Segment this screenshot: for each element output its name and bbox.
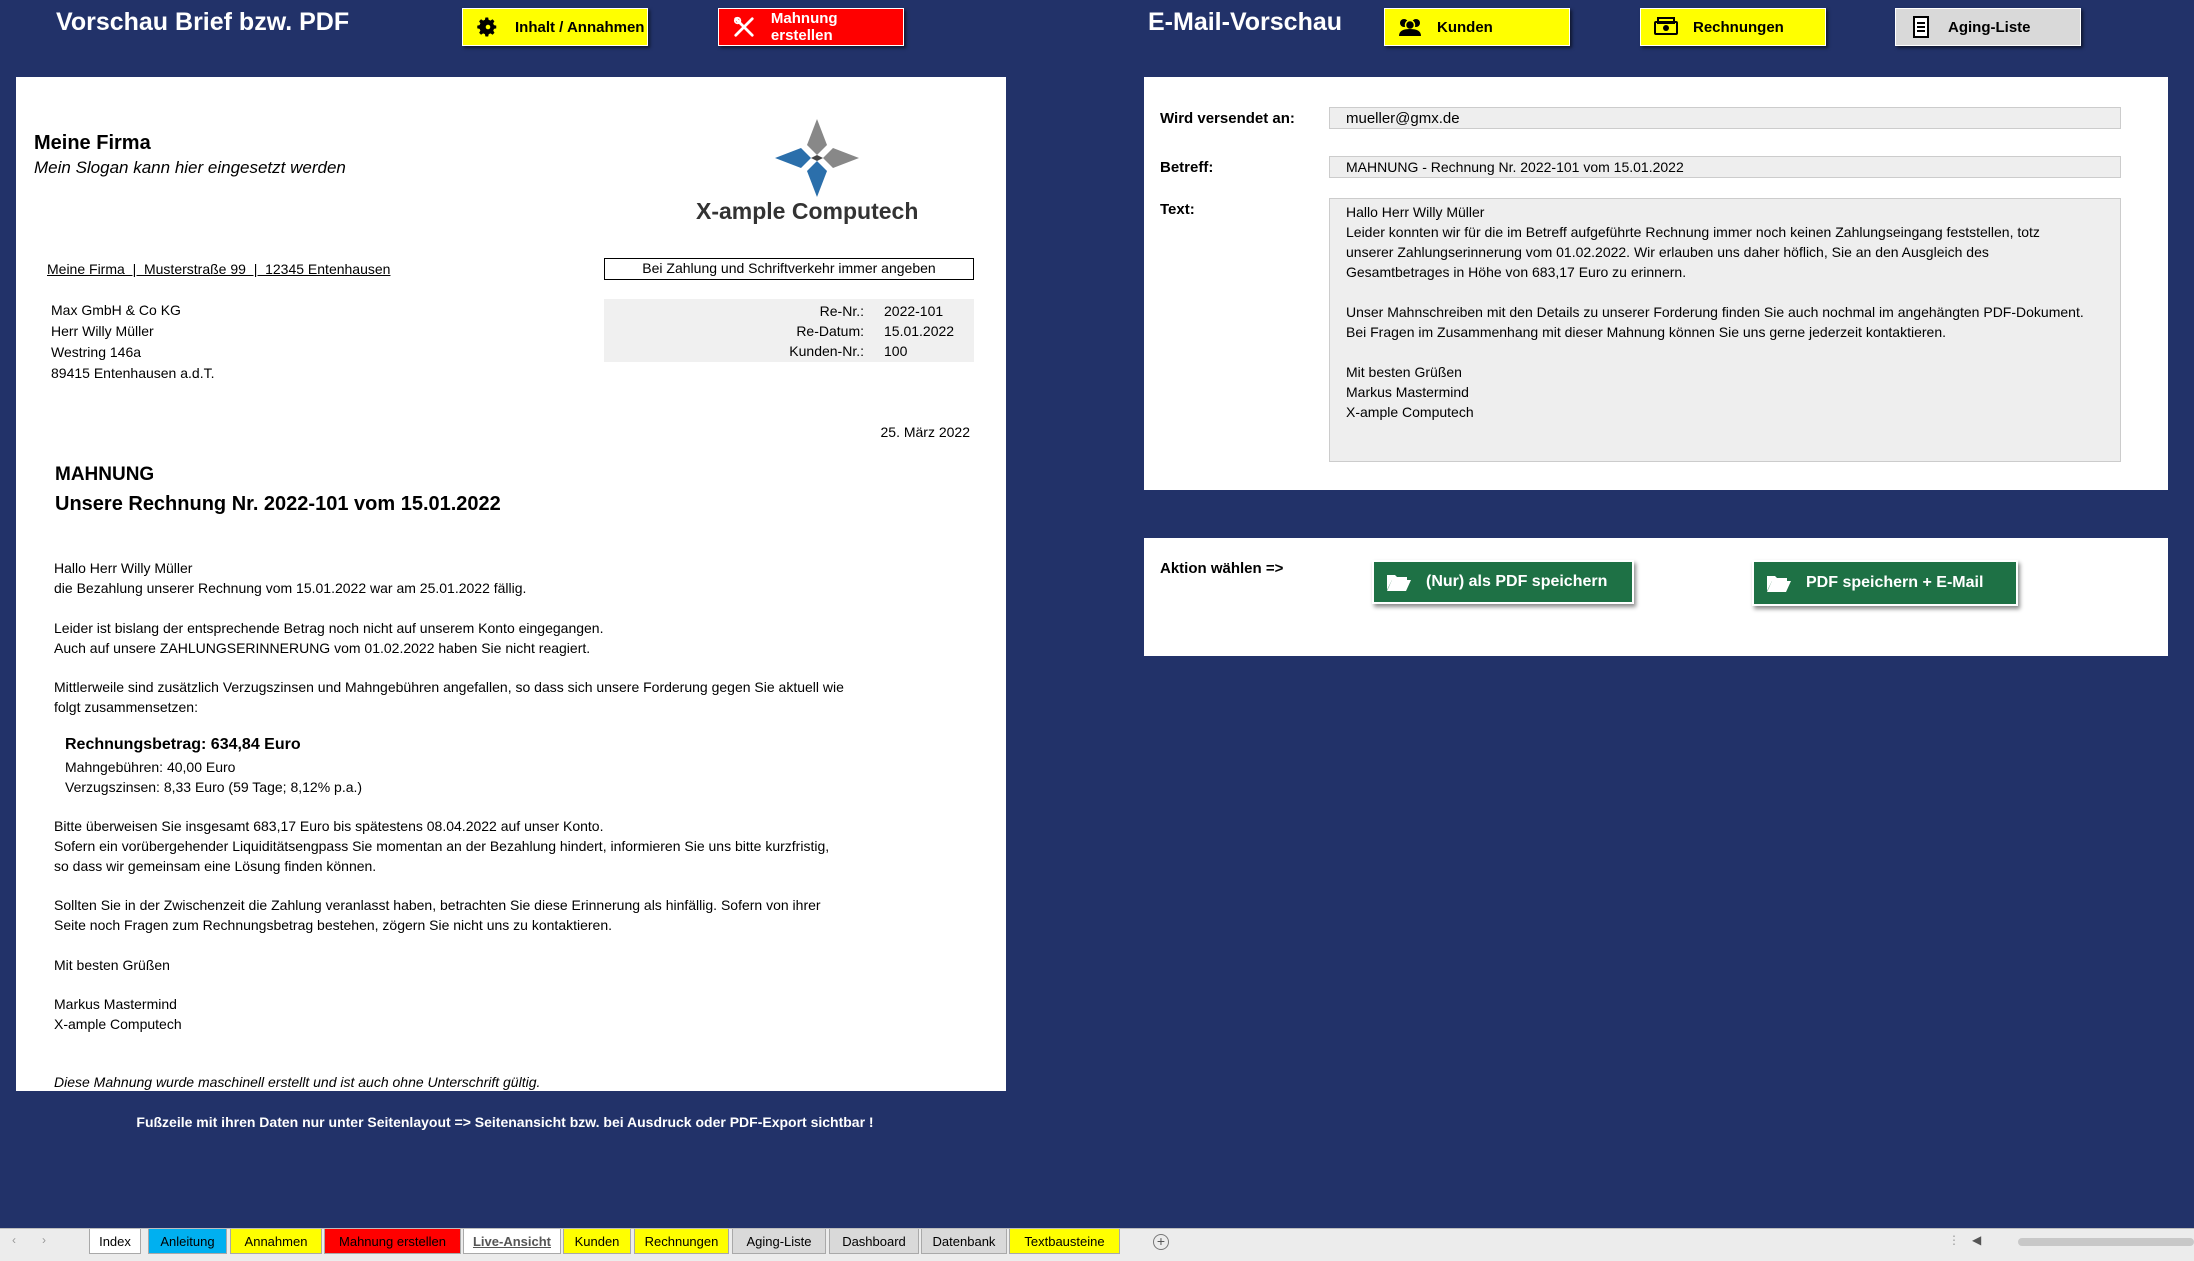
email-body-line xyxy=(1346,342,2104,362)
email-body-line: Markus Mastermind xyxy=(1346,384,1469,400)
horizontal-scrollbar[interactable] xyxy=(2018,1238,2194,1246)
tab-aging-liste[interactable]: Aging-Liste xyxy=(732,1229,826,1254)
greeting: Hallo Herr Willy Müller xyxy=(54,560,193,576)
sender-line: Meine Firma | Musterstraße 99 | 12345 Entenhausen xyxy=(47,261,391,277)
inhalt-annahmen-button[interactable] xyxy=(462,8,648,46)
inhalt-annahmen-label: Inhalt / Annahmen xyxy=(515,18,645,36)
tab-index[interactable]: Index xyxy=(89,1229,141,1254)
logo-text: X-ample Computech xyxy=(696,198,919,224)
body-text: so dass wir gemeinsam eine Lösung finden können. xyxy=(54,858,377,874)
scroll-right-icon[interactable]: › xyxy=(42,1233,46,1247)
email-body-line xyxy=(1346,282,2104,302)
email-body-line: X-ample Computech xyxy=(1346,404,1474,420)
meta-value: 2022-101 xyxy=(884,303,944,319)
invoice-meta-box xyxy=(604,299,974,362)
scroll-left-icon[interactable]: ‹ xyxy=(12,1233,16,1247)
meta-label: Kunden-Nr.: xyxy=(789,343,864,359)
letter-preview-title: Vorschau Brief bzw. PDF xyxy=(56,8,350,36)
body-text: Seite noch Fragen zum Rechnungsbetrag bestehen, zögern Sie nicht uns zu kontaktieren. xyxy=(54,917,613,933)
body-text: Sofern ein vorübergehender Liquiditätsengpass Sie momentan an der Bezahlung hindert, informieren Sie uns bitte kurzfristig, xyxy=(54,838,830,854)
body-text: Sollten Sie in der Zwischenzeit die Zahlung veranlasst haben, betrachten Sie diese Erinnerung als hinfällig. Sofern von ihrer xyxy=(54,897,821,913)
split-handle-icon[interactable]: ⋮ xyxy=(1948,1233,1960,1247)
reference-box: Bei Zahlung und Schriftverkehr immer angeben xyxy=(604,258,974,280)
letter-preview xyxy=(16,77,1006,1091)
money-icon xyxy=(1653,14,1679,40)
fees-line: Mahngebühren: 40,00 Euro xyxy=(65,759,236,775)
email-body-line: Hallo Herr Willy Müller xyxy=(1346,204,1485,220)
meta-value: 15.01.2022 xyxy=(884,323,955,339)
action-label: Aktion wählen => xyxy=(1160,560,1284,577)
users-icon xyxy=(1397,14,1423,40)
body-text: Auch auf unsere ZAHLUNGSERINNERUNG vom 01.02.2022 haben Sie nicht reagiert. xyxy=(54,640,591,656)
action-panel xyxy=(1144,538,2168,656)
tab-annahmen[interactable]: Annahmen xyxy=(230,1229,322,1254)
kunden-label: Kunden xyxy=(1437,18,1493,36)
body-text: die Bezahlung unserer Rechnung vom 15.01.2022 war am 25.01.2022 fällig. xyxy=(54,580,527,596)
tab-textbausteine[interactable]: Textbausteine xyxy=(1009,1229,1120,1254)
email-preview xyxy=(1144,77,2168,490)
tab-rechnungen[interactable]: Rechnungen xyxy=(634,1229,729,1254)
scroll-left-arrow-icon[interactable]: ◀ xyxy=(1972,1233,1982,1247)
add-sheet-icon[interactable]: + xyxy=(1153,1234,1169,1250)
save-pdf-label: (Nur) als PDF speichern xyxy=(1426,573,1608,590)
recipient-line: Westring 146a xyxy=(51,344,142,360)
save-pdf-button[interactable] xyxy=(1372,560,1634,604)
signer-name: Markus Mastermind xyxy=(54,996,177,1012)
letter-date: 25. März 2022 xyxy=(880,424,970,440)
body-text: folgt zusammensetzen: xyxy=(54,699,198,715)
save-pdf-email-button[interactable] xyxy=(1752,560,2018,606)
company-logo xyxy=(771,119,863,197)
disclaimer: Diese Mahnung wurde maschinell erstellt und ist auch ohne Unterschrift gültig. xyxy=(54,1074,541,1090)
body-text: Bitte überweisen Sie insgesamt 683,17 Euro bis spätestens 08.04.2022 auf unser Konto. xyxy=(54,818,604,834)
sheet-tab-bar xyxy=(0,1228,2194,1261)
tools-icon xyxy=(731,14,757,40)
aging-liste-button[interactable] xyxy=(1895,8,2081,46)
body-text: Mittlerweile sind zusätzlich Verzugszinsen und Mahngebühren angefallen, so dass sich unsere Forderung gegen Sie aktuell wie xyxy=(54,679,844,695)
company-slogan: Mein Slogan kann hier eingesetzt werden xyxy=(34,158,346,177)
folder-open-icon xyxy=(1386,569,1412,595)
mahnung-erstellen-label: Mahnung erstellen xyxy=(770,10,838,44)
letter-subject: Unsere Rechnung Nr. 2022-101 vom 15.01.2022 xyxy=(55,493,501,515)
tab-anleitung[interactable]: Anleitung xyxy=(148,1229,227,1254)
meta-label: Re-Datum: xyxy=(796,323,864,339)
letter-heading: MAHNUNG xyxy=(55,464,155,485)
gear-icon xyxy=(475,14,501,40)
tab-dashboard[interactable]: Dashboard xyxy=(829,1229,919,1254)
email-body-line: Gesamtbetrages in Höhe von 683,17 Euro zu erinnern. xyxy=(1346,264,1687,280)
closing: Mit besten Grüßen xyxy=(54,957,170,973)
interest-line: Verzugszinsen: 8,33 Euro (59 Tage; 8,12% p.a.) xyxy=(65,779,363,795)
document-icon xyxy=(1908,14,1934,40)
meta-label: Re-Nr.: xyxy=(819,303,864,319)
kunden-button[interactable] xyxy=(1384,8,1570,46)
subject-label: Betreff: xyxy=(1160,159,1214,176)
tab-mahnung-erstellen[interactable]: Mahnung erstellen xyxy=(324,1229,461,1254)
tab-kunden[interactable]: Kunden xyxy=(563,1229,631,1254)
subject-field[interactable]: MAHNUNG - Rechnung Nr. 2022-101 vom 15.01.2022 xyxy=(1329,156,2121,178)
recipient-line: 89415 Entenhausen a.d.T. xyxy=(51,365,215,381)
mahnung-erstellen-button[interactable] xyxy=(718,8,904,46)
rechnungen-label: Rechnungen xyxy=(1693,18,1784,36)
email-body-line: Unser Mahnschreiben mit den Details zu unserer Forderung finden Sie auch nochmal im angehängten PDF-Dokument. xyxy=(1346,304,2084,320)
email-preview-title: E-Mail-Vorschau xyxy=(1148,8,1343,36)
footer-note: Fußzeile mit ihren Daten nur unter Seitenlayout => Seitenansicht bzw. bei Ausdruck oder PDF-Export sichtbar ! xyxy=(136,1114,874,1130)
meta-value: 100 xyxy=(884,343,908,359)
email-body-line: Mit besten Grüßen xyxy=(1346,364,1462,380)
email-body-line: unserer Zahlungserinnerung vom 01.02.2022. Wir erlauben uns daher höflich, Sie an den Ausgleich des xyxy=(1346,244,1989,260)
text-label: Text: xyxy=(1160,201,1195,218)
recipient-field[interactable]: mueller@gmx.de xyxy=(1329,107,2121,129)
body-text: Leider ist bislang der entsprechende Betrag noch nicht auf unserem Konto eingegangen. xyxy=(54,620,604,636)
email-body-field[interactable] xyxy=(1329,198,2121,462)
save-pdf-email-label: PDF speichern + E-Mail xyxy=(1806,574,1984,591)
recipient-label: Wird versendet an: xyxy=(1160,110,1295,127)
recipient-line: Max GmbH & Co KG xyxy=(51,302,181,318)
recipient-line: Herr Willy Müller xyxy=(51,323,154,339)
invoice-amount: Rechnungsbetrag: 634,84 Euro xyxy=(65,736,301,753)
aging-liste-label: Aging-Liste xyxy=(1948,18,2031,36)
email-body-line: Leider konnten wir für die im Betreff aufgeführte Rechnung immer noch keinen Zahlungseingang feststellen, totz xyxy=(1346,224,2040,240)
signer-company: X-ample Computech xyxy=(54,1016,182,1032)
tab-live-ansicht[interactable]: Live-Ansicht xyxy=(463,1229,561,1254)
company-name: Meine Firma xyxy=(34,132,151,154)
folder-open-icon xyxy=(1766,570,1792,596)
tab-datenbank[interactable]: Datenbank xyxy=(921,1229,1007,1254)
rechnungen-button[interactable] xyxy=(1640,8,1826,46)
email-body-line: Bei Fragen im Zusammenhang mit dieser Mahnung können Sie uns gerne jederzeit kontaktieren. xyxy=(1346,324,1946,340)
